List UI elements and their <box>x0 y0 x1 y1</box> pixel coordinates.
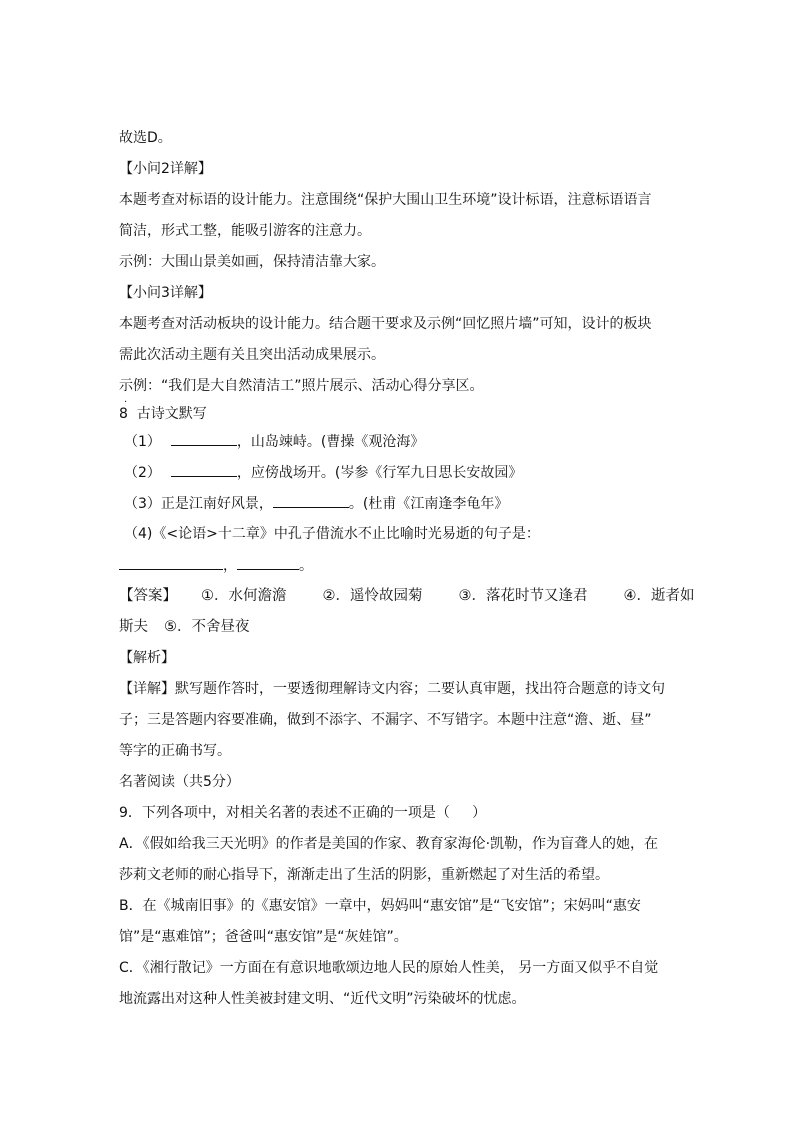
answer-blank <box>237 555 299 570</box>
bullet-dot: · <box>124 397 128 408</box>
question-line <box>124 462 522 483</box>
answer-blank <box>171 462 237 477</box>
question-line <box>124 493 508 514</box>
question-number: （2） <box>124 465 161 481</box>
answer-blank <box>119 555 223 570</box>
answer-item: ②．遥怜故园菊 <box>322 588 423 604</box>
answer-blank <box>171 431 237 446</box>
text-line: 本题考查对标语的设计能力。注意围绕“保护大围山卫生环境”设计标语，注意标语语言 <box>119 192 652 208</box>
section-heading: 名著阅读（共5分） <box>119 774 240 790</box>
text-line: 本题考查对活动板块的设计能力。结合题干要求及示例“回忆照片墙”可知，设计的板块 <box>119 316 652 332</box>
text-line: 简洁，形式工整，能吸引游客的注意力。 <box>119 223 371 239</box>
option-line: 地流露出对这种人性美被封建文明、“近代文明”污染破坏的忧虑。 <box>119 991 526 1007</box>
text-line: 示例：“我们是大自然清洁工”照片展示、活动心得分享区。 <box>119 378 484 394</box>
answer-line <box>119 617 250 637</box>
text-line: 子；三是答题内容要准确，做到不添字、不漏字、不写错字。本题中注意“澹、逝、昼” <box>119 712 652 728</box>
question-line: （4)《<论语>十二章》中孔子借流水不止比喻时光易逝的句子是： <box>124 526 540 542</box>
option-line: 莎莉文老师的耐心指导下，渐渐走出了生活的阴影，重新燃起了对生活的希望。 <box>119 867 609 883</box>
answer-item: ①．水何澹澹 <box>201 588 287 604</box>
question-text: ，应傍战场开。(岑参《行军九日思长安故园》 <box>236 465 523 481</box>
text-line: 等字的正确书写。 <box>119 743 231 759</box>
option-line: B．在《城南旧事》的《惠安馆》一章中，妈妈叫“惠安馆”是“飞安馆”；宋妈叫“惠安 <box>119 898 641 914</box>
section-heading: 【小问2详解】 <box>119 161 212 177</box>
question-text: 。(杜甫《江南逢李龟年》 <box>348 496 509 512</box>
analysis-heading: 【解析】 <box>119 650 175 666</box>
question-heading: 8 古诗文默写 <box>119 406 207 422</box>
section-heading: 【小问3详解】 <box>119 285 212 301</box>
answer-item: ④．逝者如 <box>623 588 695 604</box>
question-text: ，山岛竦峙。(曹操《观沧海》 <box>236 434 425 450</box>
end-mark: 。 <box>299 558 313 574</box>
answer-item: ⑤．不舍昼夜 <box>164 619 250 635</box>
question-line <box>124 431 424 452</box>
answer-item: 斯夫 <box>119 619 148 635</box>
option-line: A．《假如给我三天光明》的作者是美国的作家、教育家海伦·凯勒，作为盲聋人的她，在 <box>119 836 659 852</box>
option-line: C．《湘行散记》一方面在有意识地歌颂边地人民的原始人性美， 另一方面又似乎不自觉 <box>119 960 659 976</box>
question-number: （1） <box>124 434 161 450</box>
text-line: 示例：大围山景美如画，保持清洁靠大家。 <box>119 254 385 270</box>
text-line: 故选D。 <box>119 130 172 146</box>
question-line: 9．下列各项中，对相关名著的表述不正确的一项是（ ） <box>119 805 487 821</box>
answer-item: ③．落花时节又逢君 <box>458 588 588 604</box>
option-line: 馆”是“惠难馆”；爸爸叫“惠安馆”是“灰娃馆”。 <box>119 929 408 945</box>
question-line <box>119 555 313 576</box>
answer-blank <box>273 493 349 508</box>
text-line: 【详解】默写题作答时，一要透彻理解诗文内容；二要认真审题，找出符合题意的诗文句 <box>119 681 665 697</box>
separator: ， <box>223 558 237 574</box>
answer-line <box>119 586 695 606</box>
answer-label: 【答案】 <box>119 588 177 604</box>
text-line: 需此次活动主题有关且突出活动成果展示。 <box>119 347 385 363</box>
question-text: （3）正是江南好风景， <box>124 496 273 512</box>
